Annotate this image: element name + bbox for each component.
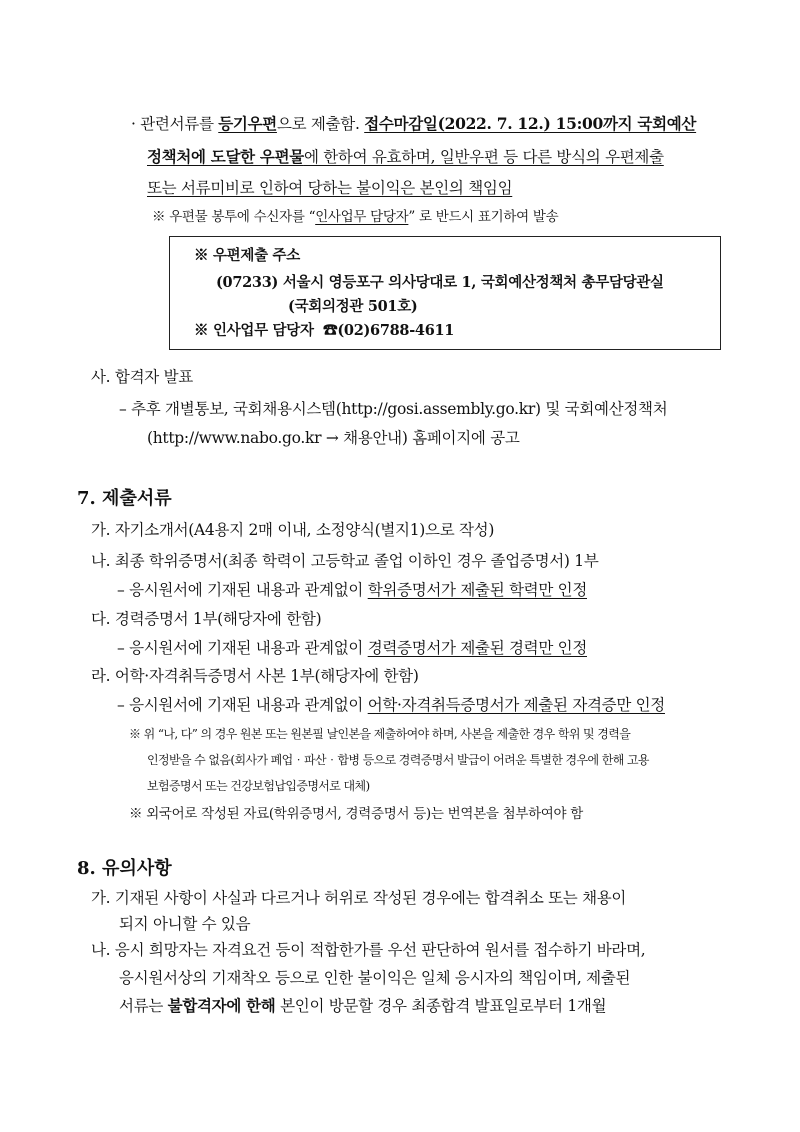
failed-applicants-emphasis: 불합격자에 한해 [167, 996, 276, 1015]
caution-na-prefix: 서류는 [119, 997, 168, 1015]
caution-na-line3 [119, 995, 606, 1017]
doc-item-na-note [117, 579, 587, 601]
doc-item-da-note [117, 637, 587, 659]
mail-building: (국회의정관 501호) [288, 298, 418, 315]
announcement-line2: (http://www.nabo.go.kr → 채용안내) 홈페이지에 공고 [147, 429, 520, 447]
caution-na-line2: 응시원서상의 기재착오 등으로 인한 불이익은 일체 응시자의 책임이며, 제출된 [119, 969, 631, 987]
doc-item-na: 나. 최종 학위증명서(최종 학력이 고등학교 졸업 이하인 경우 졸업증명서) 1부 [91, 552, 599, 570]
caution-na-line1: 나. 응시 희망자는 자격요건 등이 적합한가를 우선 판단하여 원서를 접수하기 바라며, [91, 941, 646, 959]
envelope-note-suffix: ” 로 반드시 표기하여 발송 [408, 209, 559, 225]
original-docs-note-line2: 인정받을 수 없음(회사가 폐업‧파산‧합병 등으로 경력증명서 발급이 어려운 특별한 경우에 한해 고용 [147, 753, 649, 767]
section-7-title: 7. 제출서류 [77, 488, 172, 509]
submission-docs-line3: 또는 서류미비로 인하여 당하는 불이익은 본인의 책임임 [147, 179, 513, 197]
na-note-prefix: – 응시원서에 기재된 내용과 관계없이 [117, 581, 368, 599]
registered-mail-text: 등기우편 [218, 114, 277, 133]
arrival-condition-text: 정책처에 도달한 우편물 [147, 147, 304, 166]
mail-box-title: ※ 우편제출 주소 [194, 247, 300, 264]
original-docs-note-line3: 보험증명서 또는 건강보험납입증명서로 대체) [147, 779, 370, 793]
ra-note-prefix: – 응시원서에 기재된 내용과 관계없이 [117, 696, 368, 714]
validity-text: 에 한하여 유효하며, 일반우편 등 다른 방식의 우편제출 [303, 148, 664, 166]
submission-docs-line1 [131, 113, 696, 135]
caution-na-rest: 본인이 방문할 경우 최종합격 발표일로부터 1개월 [275, 997, 607, 1015]
doc-item-ra: 라. 어학·자격취득증명서 사본 1부(해당자에 한함) [91, 667, 419, 685]
envelope-note-target: 인사업무 담당자 [315, 209, 409, 225]
na-note-emphasis: 학위증명서가 제출된 학력만 인정 [367, 581, 587, 599]
mail-address-box [169, 236, 721, 350]
section-8-title: 8. 유의사항 [77, 858, 172, 879]
docs-prefix-text: · 관련서류를 [131, 115, 219, 133]
envelope-note [152, 206, 558, 228]
da-note-emphasis: 경력증명서가 제출된 경력만 인정 [367, 639, 587, 657]
mail-address: (07233) 서울시 영등포구 의사당대로 1, 국회예산정책처 총무담당관실 [216, 274, 664, 291]
doc-item-da: 다. 경력증명서 1부(해당자에 한함) [91, 610, 322, 628]
hr-contact [194, 320, 454, 342]
hr-contact-phone: ☎(02)6788-4611 [323, 322, 455, 339]
hr-contact-label: ※ 인사업무 담당자 [194, 322, 314, 339]
doc-item-ra-note [117, 694, 665, 716]
announcement-line1: – 추후 개별통보, 국회채용시스템(http://gosi.assembly.go.kr) 및 국회예산정책처 [119, 400, 668, 418]
caution-ga-line1: 가. 기재된 사항이 사실과 다르거나 허위로 작성된 경우에는 합격취소 또는 채용이 [91, 889, 627, 907]
ra-note-emphasis: 어학·자격취득증명서가 제출된 자격증만 인정 [367, 696, 665, 714]
docs-mid-text: 으로 제출함. [276, 115, 365, 133]
announcement-heading: 사. 합격자 발표 [91, 368, 193, 386]
deadline-text: 접수마감일(2022. 7. 12.) 15:00까지 국회예산 [364, 114, 697, 133]
envelope-note-prefix: ※ 우편물 봉투에 수신자를 “ [152, 209, 316, 225]
doc-item-ga: 가. 자기소개서(A4용지 2매 이내, 소정양식(별지1)으로 작성) [91, 521, 495, 539]
original-docs-note-line1: ※ 위 “나, 다” 의 경우 원본 또는 원본필 날인본을 제출하여야 하며, 사본을 제출한 경우 학위 및 경력을 [129, 727, 631, 741]
translation-note: ※ 외국어로 작성된 자료(학위증명서, 경력증명서 등)는 번역본을 첨부하여야 함 [129, 806, 584, 822]
da-note-prefix: – 응시원서에 기재된 내용과 관계없이 [117, 639, 368, 657]
caution-ga-line2: 되지 아니할 수 있음 [119, 915, 251, 933]
submission-docs-line2 [147, 146, 664, 168]
